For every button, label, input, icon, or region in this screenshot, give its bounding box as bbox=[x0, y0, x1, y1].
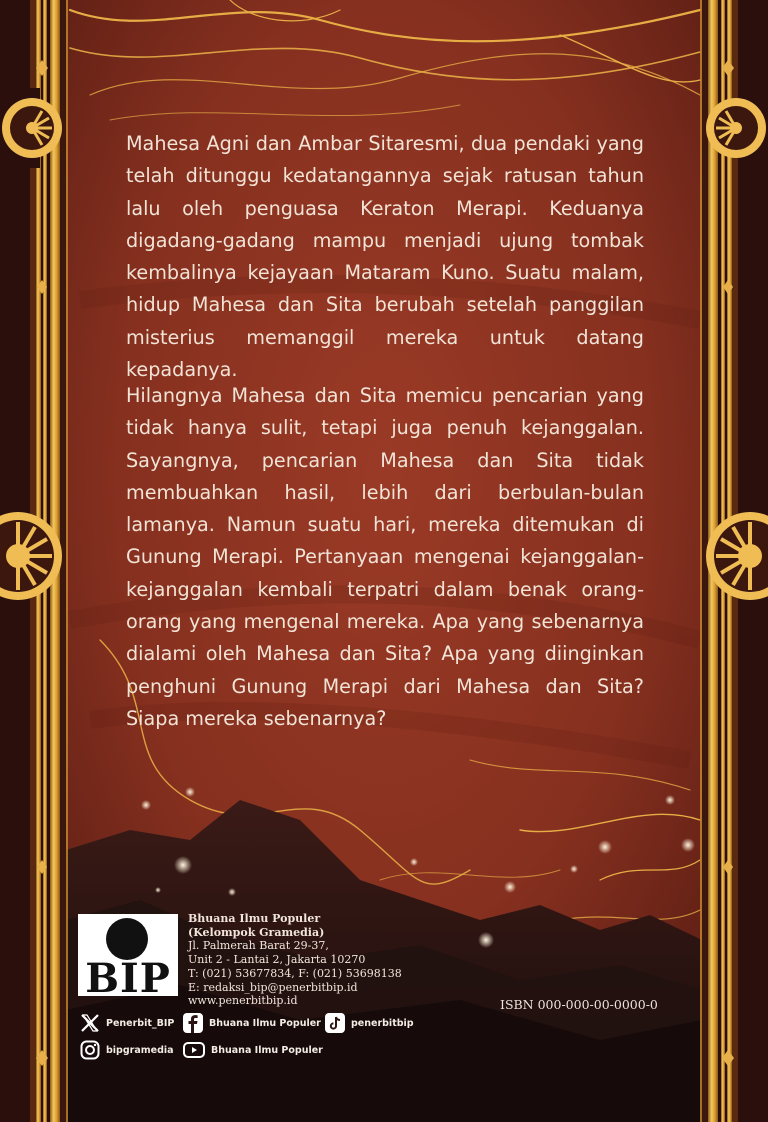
publisher-group: (Kelompok Gramedia) bbox=[188, 925, 325, 939]
social-youtube-handle: Bhuana Ilmu Populer bbox=[211, 1044, 323, 1056]
publisher-address-line-2: Unit 2 - Lantai 2, Jakarta 10270 bbox=[188, 953, 366, 967]
publisher-logo bbox=[78, 914, 178, 996]
publisher-email: E: redaksi_bip@penerbitbip.id bbox=[188, 980, 358, 994]
social-facebook bbox=[183, 1013, 321, 1033]
social-tiktok-handle: penerbitbip bbox=[351, 1017, 414, 1029]
logo-dot bbox=[106, 918, 148, 960]
publisher-name: Bhuana Ilmu Populer bbox=[188, 912, 321, 925]
social-x bbox=[80, 1013, 174, 1033]
social-instagram-handle: bipgramedia bbox=[106, 1044, 174, 1056]
isbn: ISBN 000-000-00-0000-0 bbox=[500, 997, 658, 1012]
social-youtube bbox=[183, 1040, 323, 1060]
instagram-icon bbox=[80, 1040, 100, 1060]
social-tiktok bbox=[325, 1013, 414, 1033]
publisher-info bbox=[188, 912, 402, 1008]
social-facebook-handle: Bhuana Ilmu Populer bbox=[209, 1017, 321, 1029]
publisher-address-line-1: Jl. Palmerah Barat 29-37, bbox=[188, 939, 329, 953]
x-icon bbox=[80, 1013, 100, 1033]
tiktok-icon bbox=[325, 1013, 345, 1033]
synopsis-paragraph-1: Mahesa Agni dan Ambar Sitaresmi, dua pendaki yang telah ditunggu kedatangannya sejak ratusan tahun lalu oleh penguasa Keraton Merapi. Keduanya digadang-gadang mampu menjadi ujung tombak kembalinya kejayaan Mataram Kuno. Suatu malam, hidup Mahesa dan Sita berubah setelah panggilan misterius memanggil mereka untuk datang kepadanya. bbox=[126, 132, 644, 382]
facebook-icon bbox=[183, 1013, 203, 1033]
publisher-website: www.penerbitbip.id bbox=[188, 994, 298, 1008]
logo-text: BIP bbox=[85, 955, 171, 996]
publisher-phone: T: (021) 53677834, F: (021) 53698138 bbox=[188, 966, 402, 980]
synopsis-paragraph-2: Hilangnya Mahesa dan Sita memicu pencarian yang tidak hanya sulit, tetapi juga penuh kejanggalan. Sayangnya, pencarian Mahesa dan Sita tidak membuahkan hasil, lebih dari berbulan-bulan lamanya. Namun suatu hari, mereka ditemukan di Gunung Merapi. Pertanyaan mengenai kejanggalan-kejanggalan kembali terpatri dalam benak orang-orang yang mengenal mereka. Apa yang sebenarnya dialami oleh Mahesa dan Sita? Apa yang diinginkan penghuni Gunung Merapi dari Mahesa dan Sita? Siapa mereka sebenarnya? bbox=[126, 384, 644, 730]
social-instagram bbox=[80, 1040, 174, 1060]
social-x-handle: Penerbit_BIP bbox=[106, 1017, 175, 1029]
youtube-icon bbox=[183, 1040, 205, 1060]
